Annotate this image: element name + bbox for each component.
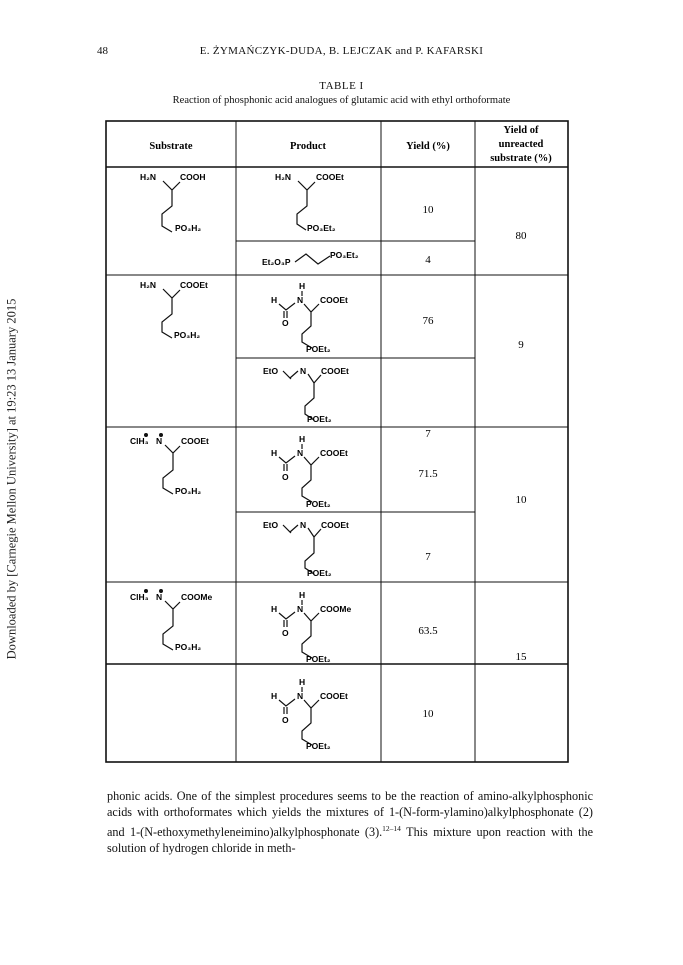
download-notice: Downloaded by [Carnegie Mellon University] at 19:23 13 January 2015 <box>4 298 19 660</box>
structure-label: POEt₂ <box>307 414 332 424</box>
structure-label: COOEt <box>321 520 349 530</box>
yield-6: 7 <box>425 551 431 563</box>
table-frame <box>106 121 568 762</box>
structure-label: H₂N <box>140 280 157 290</box>
structure-label: COOMe <box>320 604 352 614</box>
structure-label: H <box>299 677 306 687</box>
structure-label: H <box>271 448 278 458</box>
yield-2: 4 <box>425 254 431 266</box>
structure-label: N <box>156 592 163 602</box>
body-refs: 12–14 <box>382 823 401 833</box>
structure-label: Et₂O₃P <box>262 257 291 267</box>
structure-label: O <box>282 318 289 328</box>
col-product: Product <box>290 141 326 152</box>
substrate-1 <box>140 172 206 233</box>
structure-label: POEt₂ <box>306 654 331 664</box>
structure-label: N <box>297 295 304 305</box>
structure-label: H <box>271 604 278 614</box>
yield-5: 71.5 <box>418 468 438 480</box>
structure-label: N <box>300 366 307 376</box>
structure-label: ClH₃ <box>130 436 149 446</box>
structure-label: N <box>297 448 304 458</box>
structure-label: PO₃H₂ <box>175 486 202 496</box>
structure-label: PO₃Et₂ <box>330 250 359 260</box>
product-5 <box>271 434 348 509</box>
structure-label: COOEt <box>320 448 348 458</box>
product-1 <box>275 172 344 233</box>
product-4 <box>263 366 349 424</box>
page-number: 48 <box>97 45 108 57</box>
col-unreacted-l2: unreacted <box>498 139 544 150</box>
col-unreacted-l1: Yield of <box>503 125 539 136</box>
col-unreacted-l3: substrate (%) <box>490 153 552 164</box>
structure-label: H <box>271 691 278 701</box>
yield-3: 76 <box>422 315 434 327</box>
structure-label: COOEt <box>321 366 349 376</box>
structure-label: N <box>297 604 304 614</box>
structure-label: O <box>282 472 289 482</box>
col-yield: Yield (%) <box>406 141 450 152</box>
unreacted-3: 10 <box>515 494 527 506</box>
body-p2: This mixture upon reaction with the solution of hydrogen chloride in meth- <box>107 824 593 856</box>
body-text <box>107 788 593 857</box>
structure-label: O <box>282 715 289 725</box>
product-2 <box>262 250 359 267</box>
structure-label: COOEt <box>180 280 208 290</box>
structure-label: PO₃H₂ <box>175 642 202 652</box>
structure-label: COOEt <box>320 295 348 305</box>
structure-label: POEt₂ <box>306 499 331 509</box>
structure-label: H <box>299 590 306 600</box>
structure-label: POEt₂ <box>307 568 332 578</box>
structure-label: H₂N <box>140 172 157 182</box>
structure-label: POEt₂ <box>306 344 331 354</box>
structure-label: COOH <box>180 172 206 182</box>
unreacted-2: 9 <box>518 339 524 351</box>
structure-label: COOEt <box>181 436 209 446</box>
yield-7: 63.5 <box>418 625 438 637</box>
running-title: E. ŻYMAŃCZYK-DUDA, B. LEJCZAK and P. KAFARSKI <box>199 45 484 57</box>
structure-label: EtO <box>263 366 279 376</box>
structure-label: H <box>271 295 278 305</box>
substrate-4 <box>130 589 212 652</box>
structure-label: H₂N <box>275 172 292 182</box>
col-substrate: Substrate <box>149 141 193 152</box>
product-7 <box>271 590 351 664</box>
unreacted-4: 15 <box>515 651 527 663</box>
structure-label: N <box>300 520 307 530</box>
structure-label: H <box>299 434 306 444</box>
unreacted-1: 80 <box>515 230 527 242</box>
substrate-2 <box>140 280 208 340</box>
structure-label: COOEt <box>320 691 348 701</box>
product-3 <box>271 281 348 354</box>
structure-label: N <box>297 691 304 701</box>
substrate-3 <box>130 433 209 496</box>
structure-label: POEt₂ <box>306 741 331 751</box>
table-caption: TABLE I <box>319 80 364 92</box>
yield-4: 7 <box>425 428 431 440</box>
product-8 <box>271 677 348 751</box>
structure-label: PO₃H₂ <box>174 330 201 340</box>
structure-label: H <box>299 281 306 291</box>
yield-1: 10 <box>422 204 434 216</box>
structure-label: COOEt <box>316 172 344 182</box>
table-title: Reaction of phosphonic acid analogues of glutamic acid with ethyl orthoformate <box>172 95 511 106</box>
structure-label: PO₃Et₂ <box>307 223 336 233</box>
yield-8: 10 <box>422 708 434 720</box>
structure-label: COOMe <box>181 592 213 602</box>
structure-label: EtO <box>263 520 279 530</box>
structure-label: PO₃H₂ <box>175 223 202 233</box>
structure-label: N <box>156 436 163 446</box>
body-p1: phonic acids. One of the simplest procedures seems to be the reaction of amino-alkylphosphonic acids with orthoformates which yields the mixtures of 1-(N-form-ylamino)alkylphosphonate (2) and 1-(N-ethoxymethyleneimino)alkylphosphonate (3). <box>107 789 593 839</box>
structure-label: O <box>282 628 289 638</box>
structure-label: ClH₃ <box>130 592 149 602</box>
product-6 <box>263 520 349 578</box>
